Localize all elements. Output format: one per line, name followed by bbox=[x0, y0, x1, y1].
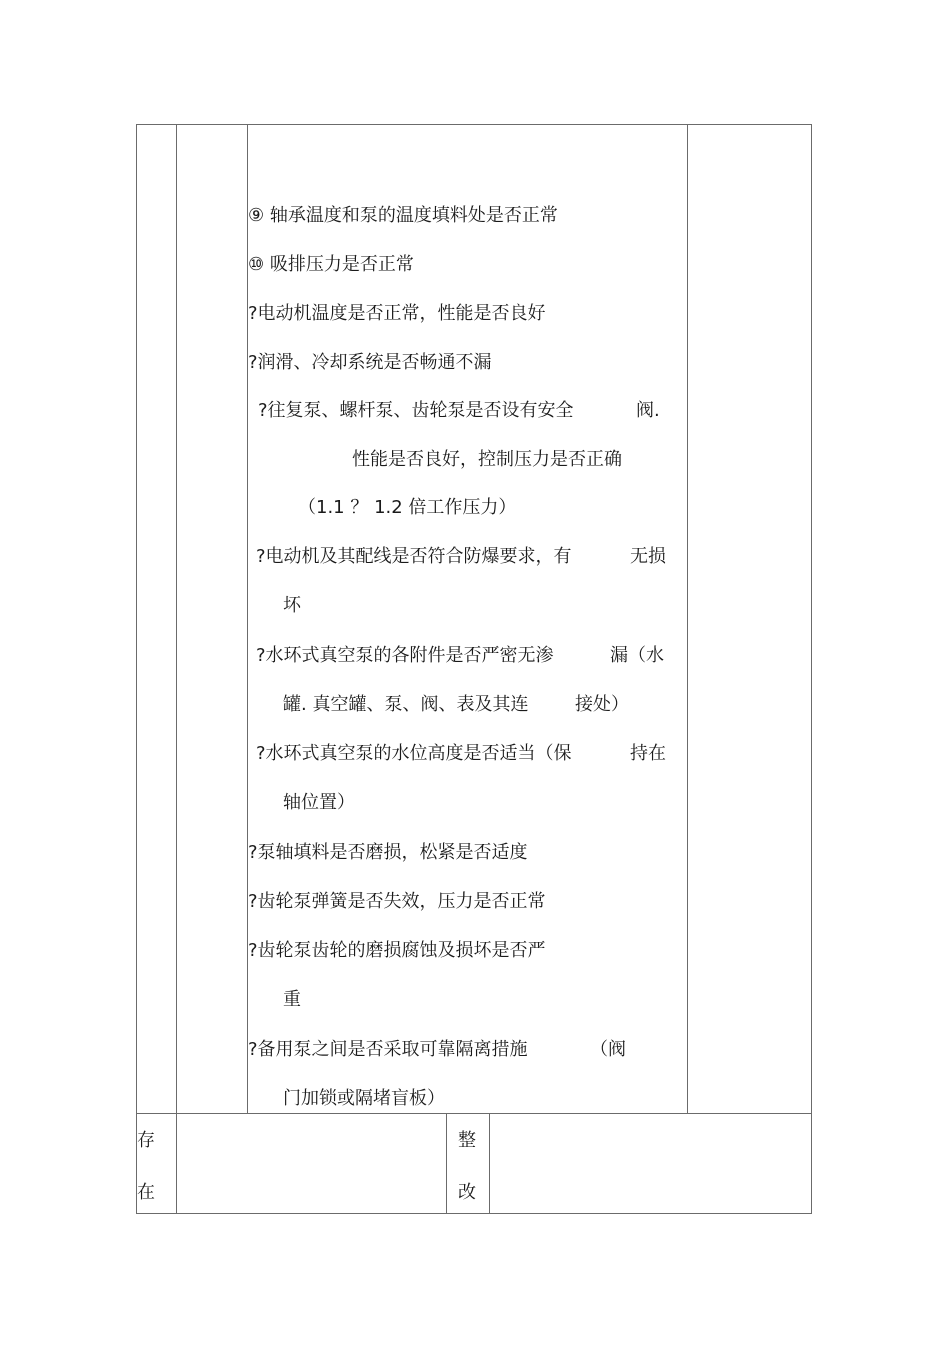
checklist-item: ?泵轴填料是否磨损，松紧是否适度 bbox=[248, 842, 528, 863]
checklist-item: （阀 bbox=[590, 1039, 626, 1060]
label-existing-problem: 存 bbox=[137, 1130, 155, 1151]
checklist-item: 门加锁或隔堵盲板） bbox=[283, 1088, 445, 1109]
checklist-item: ?往复泵、螺杆泵、齿轮泵是否设有安全 bbox=[258, 400, 574, 421]
checklist-item: ⑩ 吸排压力是否正常 bbox=[248, 254, 414, 275]
checklist-item: ?润滑、冷却系统是否畅通不漏 bbox=[248, 352, 492, 373]
checklist-item: ?备用泵之间是否采取可靠隔离措施 bbox=[248, 1039, 528, 1060]
checklist-item: 重 bbox=[283, 989, 301, 1010]
existing-problem-cell[interactable] bbox=[177, 1114, 445, 1212]
checklist-item: 持在 bbox=[630, 743, 666, 764]
checklist-item: ?电动机及其配线是否符合防爆要求，有 bbox=[256, 546, 572, 567]
checklist-item: 阀. bbox=[636, 400, 660, 421]
column-divider bbox=[687, 124, 688, 1113]
checklist-item: ?齿轮泵弹簧是否失效，压力是否正常 bbox=[248, 891, 546, 912]
label-rectification: 改 bbox=[458, 1182, 476, 1203]
checklist-item: 性能是否良好，控制压力是否正确 bbox=[352, 449, 622, 470]
checklist-item: ?水环式真空泵的各附件是否严密无渗 bbox=[256, 645, 554, 666]
checklist-item: 无损 bbox=[630, 546, 666, 567]
label-rectification: 整 bbox=[458, 1130, 476, 1151]
column-divider bbox=[446, 1113, 447, 1213]
table-bottom-border bbox=[136, 1213, 812, 1214]
checklist-item: 坏 bbox=[283, 595, 301, 616]
checklist-item: （1.1 ？ 1.2 倍工作压力） bbox=[298, 497, 517, 518]
checklist-item: 罐. 真空罐、泵、阀、表及其连 bbox=[283, 694, 529, 715]
checklist-item: ?水环式真空泵的水位高度是否适当（保 bbox=[256, 743, 572, 764]
checklist-item: ?齿轮泵齿轮的磨损腐蚀及损坏是否严 bbox=[248, 940, 546, 961]
table-left-border bbox=[136, 124, 137, 1214]
checklist-item: ?电动机温度是否正常，性能是否良好 bbox=[248, 303, 546, 324]
checklist-item: ⑨ 轴承温度和泵的温度填料处是否正常 bbox=[248, 205, 558, 226]
table-right-border bbox=[811, 124, 812, 1214]
table-top-border bbox=[136, 124, 812, 125]
label-existing-problem: 在 bbox=[137, 1182, 155, 1203]
checklist-item: 漏（水 bbox=[610, 645, 664, 666]
rectification-cell[interactable] bbox=[490, 1114, 810, 1212]
checklist-item: 轴位置） bbox=[283, 792, 355, 813]
checklist-item: 接处） bbox=[575, 694, 629, 715]
column-divider bbox=[176, 124, 177, 1214]
